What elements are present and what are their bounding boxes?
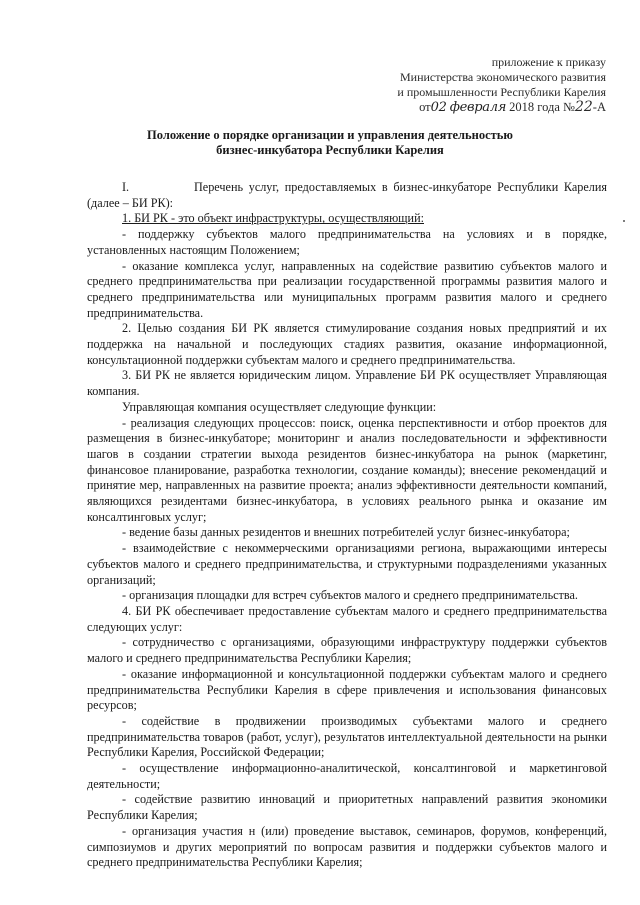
- paragraph-4: 4. БИ РК обеспечивает предоставление субъектам малого и среднего предпринимательства следующих услуг:: [87, 603, 607, 634]
- handwritten-day: 02: [430, 100, 447, 115]
- scan-speck: [623, 220, 625, 222]
- approval-date-line: [397, 100, 606, 115]
- paragraph-1-intro: 1. БИ РК - это объект инфраструктуры, осуществляющий:: [122, 211, 424, 226]
- approval-line-1: приложение к приказу: [491, 55, 606, 69]
- service-item-1: - сотрудничество с организациями, образующими инфраструктуру поддержки субъектов малого и среднего предпринимательства Республики Карелия;: [87, 635, 607, 666]
- function-item-3: - взаимодействие с некоммерческими организациями региона, выражающими интересы субъектов малого и среднего предпринимательства, и структурными подразделениями указанных организаций;: [87, 541, 607, 587]
- section-heading-text: Перечень услуг, предоставляемых в бизнес-инкубаторе Республики Карелия (далее – БИ РК):: [87, 180, 607, 210]
- handwritten-month: февраля: [449, 100, 507, 115]
- functions-intro: Управляющая компания осуществляет следующие функции:: [122, 399, 437, 414]
- service-item-3: - содействие в продвижении производимых субъектами малого и среднего предпринимательства товаров (работ, услуг), результатов интеллектуальной деятельности на рынки Республики Карелия, Российской Федерации;: [87, 713, 607, 760]
- date-year: 2018 года: [509, 100, 560, 114]
- paragraph-3: 3. БИ РК не является юридическим лицом. Управление БИ РК осуществляет Управляющая компания.: [87, 368, 607, 399]
- approval-line-2: Министерства экономического развития: [400, 70, 606, 84]
- date-prefix: от: [419, 100, 431, 114]
- approval-line-3: и промышленности Республики Карелия: [397, 85, 606, 99]
- service-item-6: - организация участия н (или) проведение выставок, семинаров, форумов, конференций, симпозиумов и других мероприятий по вопросам развития и поддержки субъектов малого и среднего предпринимательства Республики Карелия;: [87, 823, 607, 870]
- section-number: I.: [122, 180, 130, 194]
- title-line-1: Положение о порядке организации и управления деятельностью: [147, 128, 513, 142]
- paragraph-1-item-b: - оказание комплекса услуг, направленных на содействие развитию субъектов малого и среднего предпринимательства при реализации государственной программы развития малого и среднего предпринимательства или муниципальных программ развития малого и среднего предпринимательства.: [87, 258, 607, 320]
- service-item-2: - оказание информационной и консультационной поддержки субъектам малого и среднего предпринимательства Республики Карелия в сфере привлечения и использования финансовых ресурсов;: [87, 666, 607, 713]
- service-item-5: - содействие развитию инноваций и приоритетных направлений развития экономики Республики Карелия;: [87, 792, 607, 823]
- document-body: [87, 180, 607, 871]
- section-heading: [87, 180, 607, 211]
- service-item-4: - осуществление информационно-аналитической, консалтинговой и маркетинговой деятельности;: [87, 761, 607, 791]
- paragraph-2: 2. Целью создания БИ РК является стимулирование создания новых предприятий и их поддержка на начальной и последующих стадиях развития, оказание информационной, консультационной поддержки субъектам малого и среднего предпринимательства.: [87, 321, 607, 367]
- function-item-4: - организация площадки для встреч субъектов малого и среднего предпринимательства.: [122, 588, 578, 603]
- number-suffix: -А: [592, 100, 606, 114]
- document-title: [60, 128, 600, 158]
- handwritten-number: 22: [574, 99, 593, 115]
- paragraph-1-item-a: - поддержку субъектов малого предпринимательства на условиях и в порядке, установленных настоящим Положением;: [87, 227, 607, 257]
- function-item-1: - реализация следующих процессов: поиск, оценка перспективности и отбор проектов для размещения в бизнес-инкубаторе; мониторинг и анализ последовательности и эффективности шагов в создании стратегии выхода резидентов бизнес-инкубатора на рынок (маркетинг, финансовое планирование, разработка технологии, создание команды); внесение рекомендаций и принятие мер, направленных на развитие проекта; анализ эффективности деятельности компаний, являющихся резидентами бизнес-инкубатора, в условиях реального рынка и оказание им консалтинговых услуг;: [87, 415, 607, 524]
- approval-stamp: [397, 55, 606, 115]
- title-line-2: бизнес-инкубатора Республики Карелия: [216, 143, 444, 157]
- function-item-2: - ведение базы данных резидентов и внешних потребителей услуг бизнес-инкубатора;: [122, 525, 570, 540]
- number-prefix: №: [563, 100, 575, 114]
